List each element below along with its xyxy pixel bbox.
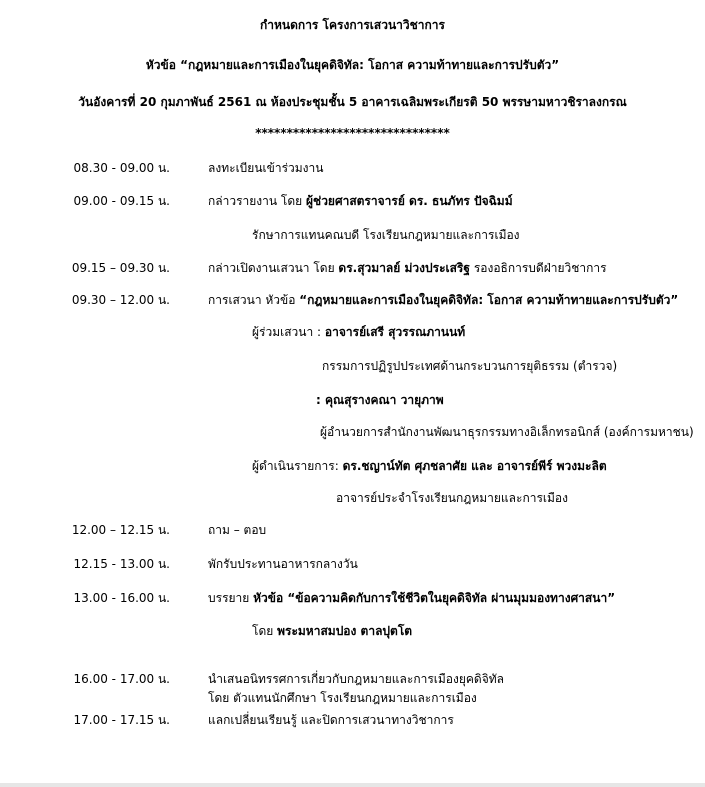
- schedule-item: [208, 292, 678, 308]
- panelist-role: กรรมการปฏิรูปประเทศด้านกระบวนการยุติธรรม (ตำรวจ): [322, 359, 618, 373]
- schedule-time: 09.30 – 12.00 น.: [71, 293, 170, 307]
- moderator-role: อาจารย์ประจำโรงเรียนกฎหมายและการเมือง: [336, 491, 568, 505]
- panelist-name: คุณสุรางคณา วายุภาพ: [324, 393, 444, 407]
- panelist-prefix: :: [316, 393, 325, 407]
- schedule-item: แลกเปลี่ยนเรียนรู้ และปิดการเสวนาทางวิชาการ: [208, 713, 454, 727]
- separator: *******************************: [255, 126, 450, 140]
- panel-topic: “กฎหมายและการเมืองในยุคดิจิทัล: โอกาส ความท้าทายและการปรับตัว”: [299, 293, 679, 307]
- lecturer-name: พระมหาสมปอง ตาลปุตโต: [277, 624, 413, 638]
- page-title: กำหนดการ โครงการเสวนาวิชาการ: [260, 18, 445, 32]
- schedule-time: 16.00 - 17.00 น.: [73, 672, 170, 686]
- moderator-names: ดร.ชญาน์ทัต ศุภชลาศัย และ อาจารย์พีร์ พวงมะลิต: [342, 459, 607, 473]
- schedule-item: [208, 260, 607, 276]
- schedule-time: 17.00 - 17.15 น.: [73, 713, 170, 727]
- schedule-item: พักรับประทานอาหารกลางวัน: [208, 557, 358, 571]
- schedule-item-lead: บรรยาย: [208, 591, 254, 605]
- event-topic: หัวข้อ “กฎหมายและการเมืองในยุคดิจิทัล: โอกาส ความท้าทายและการปรับตัว”: [145, 58, 560, 72]
- schedule-item: ถาม – ตอบ: [208, 523, 267, 537]
- panelists-label: ผู้ร่วมเสวนา :: [252, 325, 325, 339]
- schedule-time: 13.00 - 16.00 น.: [73, 591, 170, 605]
- lecturer-line: [252, 623, 412, 639]
- moderator-label: ผู้ดำเนินรายการ:: [252, 459, 343, 473]
- schedule-item: นำเสนอนิทรรศการเกี่ยวกับกฎหมายและการเมืองยุคดิจิทัล: [208, 672, 504, 686]
- page-bottom-edge: [0, 783, 705, 787]
- schedule-item-lead: กล่าวเปิดงานเสวนา โดย: [208, 261, 339, 275]
- panelist-name: อาจารย์เสรี สุวรรณภานนท์: [324, 325, 466, 339]
- reporter-name: ผู้ช่วยศาสตราจารย์ ดร. ธนภัทร ปัจฉิมม์: [306, 194, 513, 208]
- schedule-item: [208, 590, 615, 606]
- panelist-role: ผู้อำนวยการสำนักงานพัฒนาธุรกรรมทางอิเล็กทรอนิกส์ (องค์การมหาชน): [320, 425, 694, 439]
- schedule-item: ลงทะเบียนเข้าร่วมงาน: [208, 161, 324, 175]
- panelist-line: [316, 392, 444, 408]
- lecture-topic: หัวข้อ “ข้อความคิดกับการใช้ชีวิตในยุคดิจิทัล ผ่านมุมมองทางศาสนา”: [253, 591, 616, 605]
- schedule-time: 12.15 - 13.00 น.: [73, 557, 170, 571]
- schedule-time: 09.00 - 09.15 น.: [73, 194, 170, 208]
- opener-role: รองอธิการบดีฝ่ายวิชาการ: [470, 261, 607, 275]
- date-venue: วันอังคารที่ 20 กุมภาพันธ์ 2561 ณ ห้องประชุมชั้น 5 อาคารเฉลิมพระเกียรติ 50 พรรษามหาวชิราลงกรณ: [78, 95, 627, 109]
- schedule-item-detail: โดย ตัวแทนนักศึกษา โรงเรียนกฎหมายและการเมือง: [208, 691, 477, 705]
- reporter-role: รักษาการแทนคณบดี โรงเรียนกฎหมายและการเมือง: [252, 228, 520, 242]
- opener-name: ดร.สุวมาลย์ ม่วงประเสริฐ: [338, 261, 470, 275]
- schedule-time: 08.30 - 09.00 น.: [73, 161, 170, 175]
- schedule-item-lead: กล่าวรายงาน โดย: [208, 194, 307, 208]
- lecturer-lead: โดย: [252, 624, 278, 638]
- moderator-line: [252, 458, 607, 474]
- schedule-item-lead: การเสวนา หัวข้อ: [208, 293, 300, 307]
- schedule-time: 09.15 – 09.30 น.: [71, 261, 170, 275]
- schedule-time: 12.00 – 12.15 น.: [71, 523, 170, 537]
- schedule-item: [208, 193, 513, 209]
- panelist-line: [252, 324, 465, 340]
